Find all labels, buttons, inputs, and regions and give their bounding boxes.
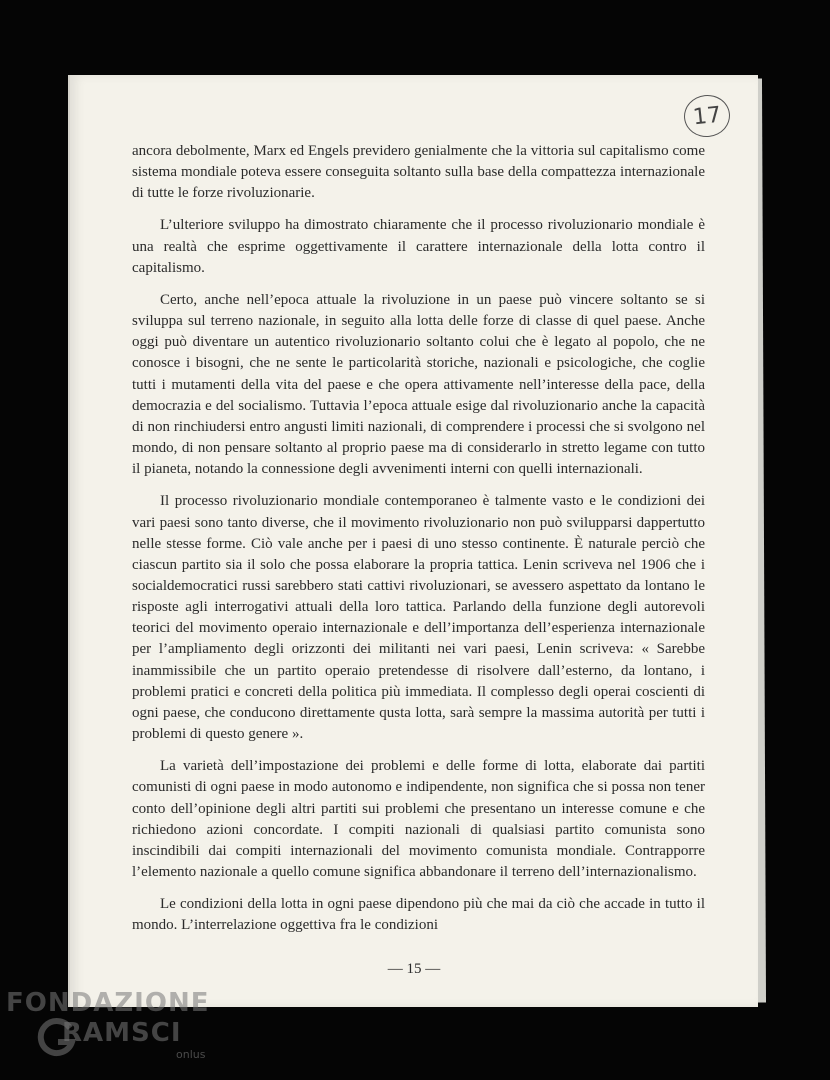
paragraph: La varietà dell’impostazione dei problemi e delle forme di lotta, elaborate dai partiti comunisti di ogni paese in modo autonomo e indipendente, non significa che si possa non tener conto dell’opinione degli altri partiti sui problemi che presentano un interesse comune e che richiedono azioni concordate. I compiti nazionali di qualsiasi partito comunista sono inscindibili dai compiti internazionali del movimento comunista mondiale. Contrapporre l’elemento nazionale a quello comune significa abbandonare il terreno dell’internazionalismo.	[132, 758, 705, 880]
paragraph: Certo, anche nell’epoca attuale la rivoluzione in un paese può vincere soltanto se si sviluppa sul terreno nazionale, in seguito alla lotta delle forze di classe di quel paese. Anche oggi può diventare un autentico rivoluzionario soltanto colui che è legato al popolo, che ne conosce i bisogni, che ne sente le particolarità storiche, nazionali e psicologiche, che coglie tutti i mutamenti della vita del paese e che opera attivamente nell’interesse della pace, della democrazia e del socialismo. Tuttavia l’epoca attuale esige dal rivoluzionario anche la capacità di non rinchiudersi entro angusti limiti nazionali, di comprendere i processi che si svolgono nel mondo, di non pensare soltanto al proprio paese ma di considerarlo in stretto legame con tutto il pianeta, notando la connessione degli avvenimenti interni con quelli internazionali.	[132, 291, 705, 478]
handwritten-page-number-text: 17	[691, 102, 723, 130]
watermark-line3: onlus	[176, 1048, 206, 1061]
page-folio: — 15 —	[387, 961, 441, 977]
paragraph: L’ulteriore sviluppo ha dimostrato chiaramente che il processo rivoluzionario mondiale è una realtà che esprime oggettivamente il carattere internazionale della lotta contro il capitalismo.	[132, 217, 705, 276]
paragraph: Il processo rivoluzionario mondiale contemporaneo è talmente vasto e le condizioni dei vari paesi sono tanto diverse, che il movimento rivoluzionario non può svilupparsi dappertutto nelle stesse forme. Ciò vale anche per i paesi di uno stesso continente. È naturale perciò che ciascun partito sia il solo che possa elaborare la propria tattica. Lenin scriveva nel 1906 che i socialdemocratici russi sarebbero stati cattivi rivoluzionari, se avessero aspettato da lontano le risposte agli interrogativi attuali della loro tattica. Parlando della funzione degli autorevoli teorici del movimento operaio internazionale e dell’importanza dell’esperienza internazionale per l’ampliamento degli orizzonti dei militanti nei vari paesi, Lenin scriveva: « Sarebbe inammissibile che un partito operaio pretendesse di risolvere dall’esterno, da lontano, i problemi pratici e concreti della politica più immediata. Il complesso degli operai coscienti di ogni paese, che conducono direttamente qusta lotta, sarà sempre la massima autorità per tutti i problemi di questo genere ».	[132, 493, 705, 743]
watermark-line2: RAMSCI	[62, 1018, 182, 1048]
paragraph: ancora debolmente, Marx ed Engels previdero genialmente che la vittoria sul capitalismo come sistema mondiale poteva essere conseguita soltanto sulla base della compattezza internazionale di tutte le forze rivoluzionarie.	[132, 143, 705, 202]
paragraph: Le condizioni della lotta in ogni paese dipendono più che mai da ciò che accade in tutto il mondo. L’interrelazione oggettiva fra le condizioni	[132, 896, 705, 934]
watermark-line1: FONDAZIONE	[6, 988, 210, 1018]
watermark-logo	[6, 988, 210, 1078]
handwritten-page-number	[682, 93, 732, 140]
body-text	[132, 141, 705, 947]
document-page	[68, 75, 758, 1007]
